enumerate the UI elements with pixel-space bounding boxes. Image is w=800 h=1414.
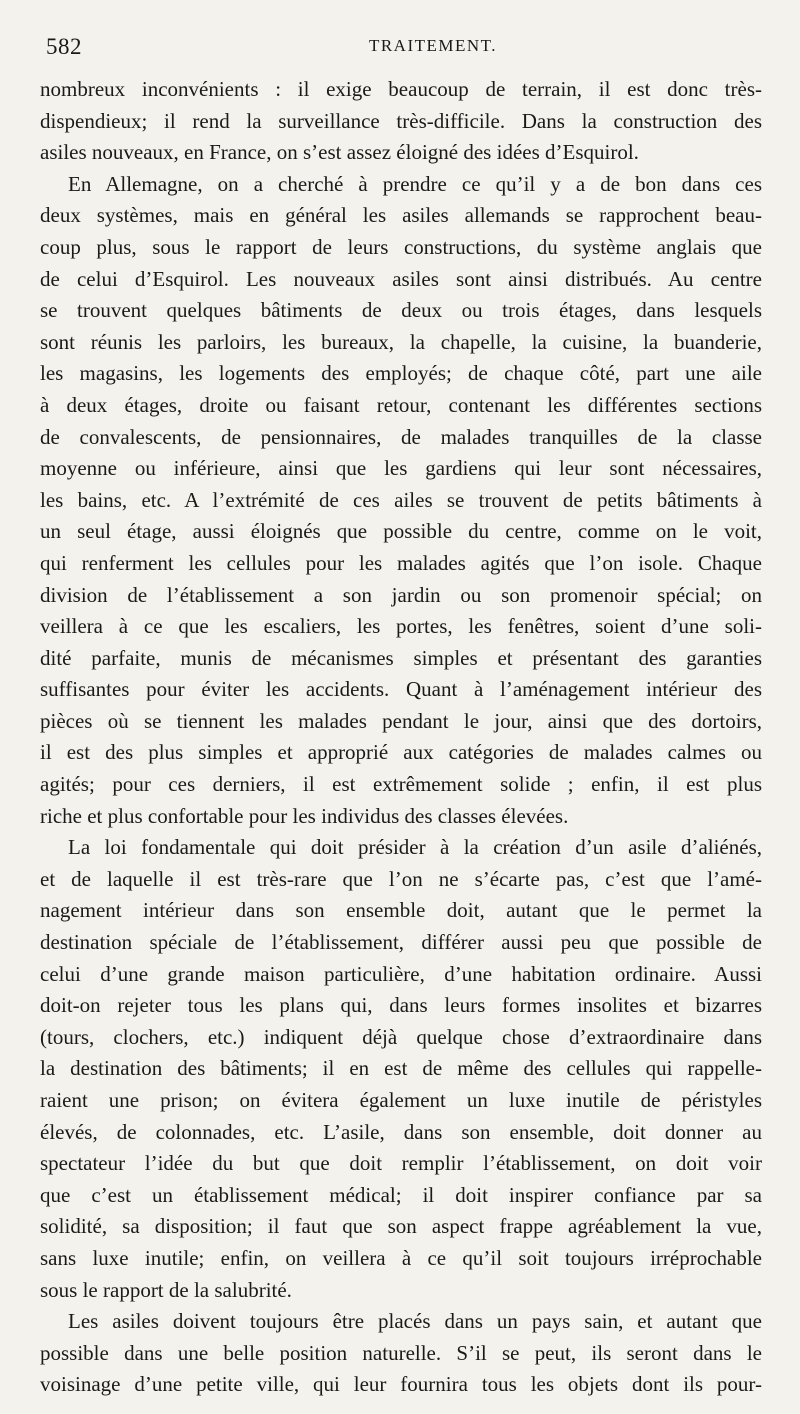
page-number: 582 (46, 34, 82, 59)
text-line: raient une prison; on évitera également un luxe inutile de péristyles (40, 1088, 762, 1112)
text-line: deux systèmes, mais en général les asiles allemands se rapprochent beau- (40, 203, 762, 228)
text-line: un seul étage, aussi éloignés que possible du centre, comme on le voit, (40, 519, 762, 544)
text-line: se trouvent quelques bâtiments de deux ou trois étages, dans lesquels (40, 298, 762, 323)
text-line: sont réunis les parloirs, les bureaux, la chapelle, la cuisine, la buanderie, (40, 329, 762, 354)
text-line: les bains, etc. A l’extrémité de ces ailes se trouvent de petits bâtiments à (40, 487, 762, 512)
text-line: dispendieux; il rend la surveillance très-difficile. Dans la construction des (40, 108, 762, 133)
text-line: nombreux inconvénients : il exige beaucoup de terrain, il est donc très- (40, 77, 762, 101)
text-line: qui renferment les cellules pour les malades agités que l’on isole. Chaque (40, 550, 762, 575)
text-line: les magasins, les logements des employés; de chaque côté, part une aile (40, 361, 762, 386)
text-line: pièces où se tiennent les malades pendant le jour, ainsi que des dortoirs, (40, 708, 762, 733)
text-line: destination spéciale de l’établissement, différer aussi peu que possible de (40, 930, 762, 955)
text-line: suffisantes pour éviter les accidents. Quant à l’aménagement intérieur des (40, 677, 762, 702)
paragraph-3 (40, 832, 762, 1306)
text-line: La loi fondamentale qui doit présider à la création d’un asile d’aliénés, (68, 835, 762, 860)
text-line: la destination des bâtiments; il en est de même des cellules qui rappelle- (40, 1056, 762, 1081)
text-line: asiles nouveaux, en France, on s’est assez éloigné des idées d’Esquirol. (40, 140, 639, 165)
text-line: riche et plus confortable pour les individus des classes élevées. (40, 803, 569, 828)
text-line: Les asiles doivent toujours être placés dans un pays sain, et autant que (68, 1309, 762, 1334)
text-line: (tours, clochers, etc.) indiquent déjà quelque chose d’extraordinaire dans (40, 1024, 762, 1049)
text-line: celui d’une grande maison particulière, d’une habitation ordinaire. Aussi (40, 961, 762, 986)
text-line: moyenne ou inférieure, ainsi que les gardiens qui leur sont nécessaires, (40, 456, 762, 481)
text-line: il est des plus simples et approprié aux catégories de malades calmes ou (40, 740, 762, 765)
text-line: dité parfaite, munis de mécanismes simples et présentant des garanties (40, 645, 762, 670)
body-text (40, 74, 762, 1401)
text-line: sans luxe inutile; enfin, on veillera à ce qu’il soit toujours irréprochable (40, 1245, 762, 1270)
text-line: agités; pour ces derniers, il est extrêmement solide ; enfin, il est plus (40, 772, 762, 797)
text-line: que c’est un établissement médical; il doit inspirer confiance par sa (40, 1182, 762, 1207)
text-line: division de l’établissement a son jardin ou son promenoir spécial; on (40, 582, 762, 607)
text-line: élevés, de colonnades, etc. L’asile, dans son ensemble, doit donner au (40, 1119, 762, 1144)
text-line: et de laquelle il est très-rare que l’on ne s’écarte pas, c’est que l’amé- (40, 866, 762, 891)
text-line: sous le rapport de la salubrité. (40, 1277, 292, 1302)
text-line: coup plus, sous le rapport de leurs constructions, du système anglais que (40, 234, 762, 259)
page-header (46, 34, 760, 66)
text-line: En Allemagne, on a cherché à prendre ce qu’il y a de bon dans ces (68, 171, 762, 196)
paragraph-1 (40, 74, 762, 169)
paragraph-4 (40, 1306, 762, 1401)
text-line: veillera à ce que les escaliers, les portes, les fenêtres, soient d’une soli- (40, 614, 762, 639)
running-head: TRAITEMENT. (368, 36, 498, 55)
text-line: de convalescents, de pensionnaires, de malades tranquilles de la classe (40, 424, 762, 449)
text-line: doit-on rejeter tous les plans qui, dans leurs formes insolites et bizarres (40, 993, 762, 1018)
text-line: spectateur l’idée du but que doit remplir l’établissement, on doit voir (40, 1151, 762, 1176)
text-line: possible dans une belle position naturelle. S’il se peut, ils seront dans le (40, 1340, 762, 1365)
text-line: voisinage d’une petite ville, qui leur fournira tous les objets dont ils pour- (40, 1372, 762, 1397)
text-line: solidité, sa disposition; il faut que son aspect frappe agréablement la vue, (40, 1214, 762, 1239)
paragraph-2 (40, 169, 762, 832)
text-line: nagement intérieur dans son ensemble doit, autant que le permet la (40, 898, 762, 923)
text-line: de celui d’Esquirol. Les nouveaux asiles sont ainsi distribués. Au centre (40, 266, 762, 291)
text-line: à deux étages, droite ou faisant retour, contenant les différentes sections (40, 392, 762, 417)
